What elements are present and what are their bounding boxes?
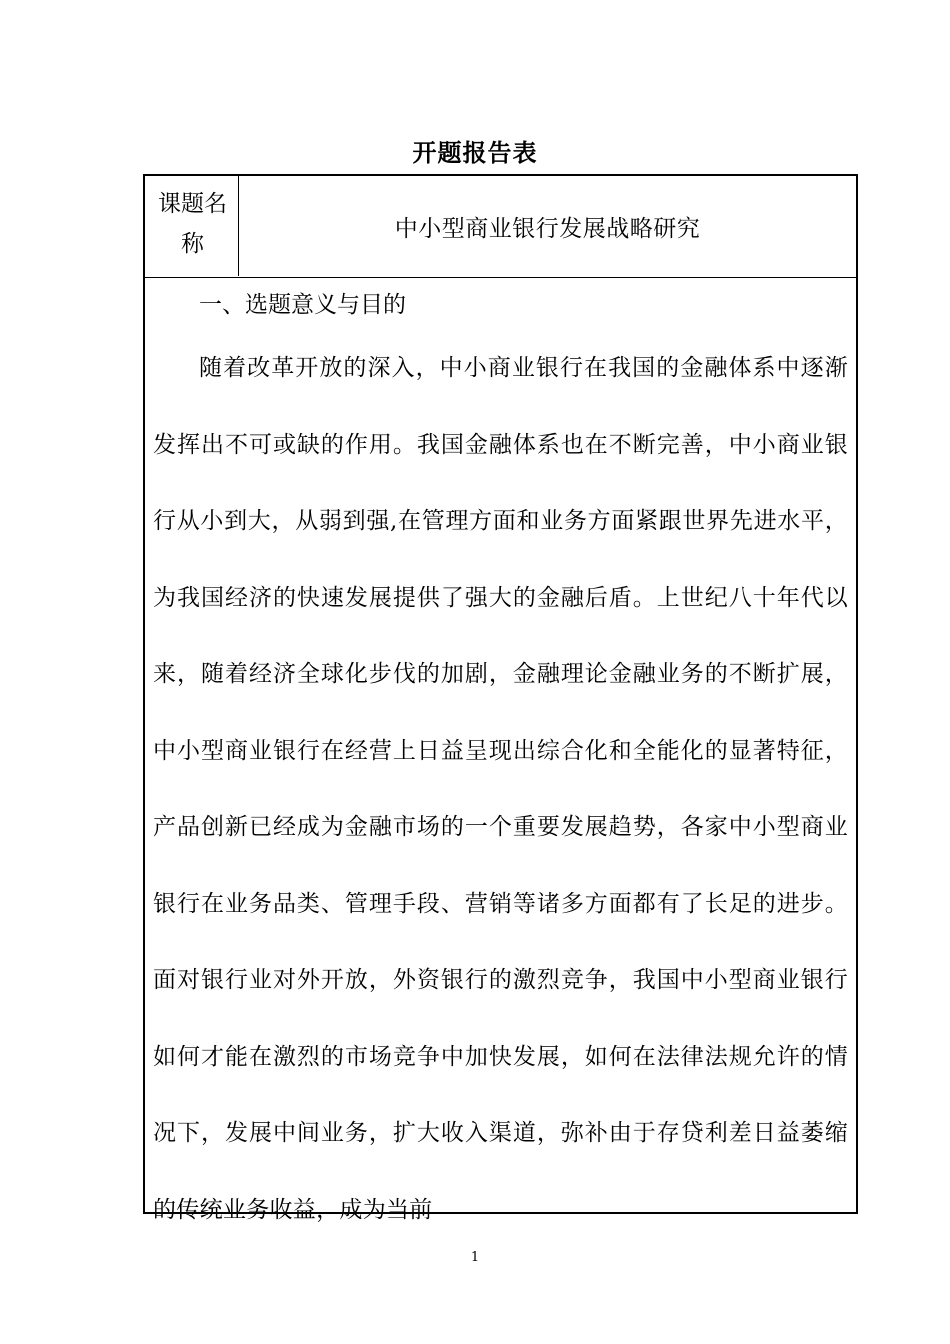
report-table — [143, 174, 858, 1223]
topic-row — [145, 176, 856, 278]
topic-value: 中小型商业银行发展战略研究 — [394, 215, 701, 242]
section-heading: 一、选题意义与目的 — [199, 292, 406, 318]
page-number: 1 — [470, 1250, 480, 1265]
body-paragraph: 随着改革开放的深入，中小商业银行在我国的金融体系中逐渐发挥出不可或缺的作用。我国金融体系也在不断完善，中小商业银行从小到大，从弱到强,在管理方面和业务方面紧跟世界先进水平，为我国经济的快速发展提供了强大的金融后盾。上世纪八十年代以来，随着经济全球化步伐的加剧，金融理论金融业务的不断扩展，中小型商业银行在经营上日益呈现出综合化和全能化的显著特征，产品创新已经成为金融市场的一个重要发展趋势，各家中小型商业银行在业务品类、管理手段、营销等诸多方面都有了长足的进步。面对银行业对外开放，外资银行的激烈竞争，我国中小型商业银行如何才能在激烈的市场竞争中加快发展，如何在法律法规允许的情况下，发展中间业务，扩大收入渠道，弥补由于存贷利差日益萎缩的传统业务收益，成为当前 — [153, 355, 848, 1223]
topic-label: 课题名称 — [145, 176, 239, 276]
document-title: 开题报告表 — [412, 138, 538, 167]
content-cell — [145, 278, 856, 1223]
